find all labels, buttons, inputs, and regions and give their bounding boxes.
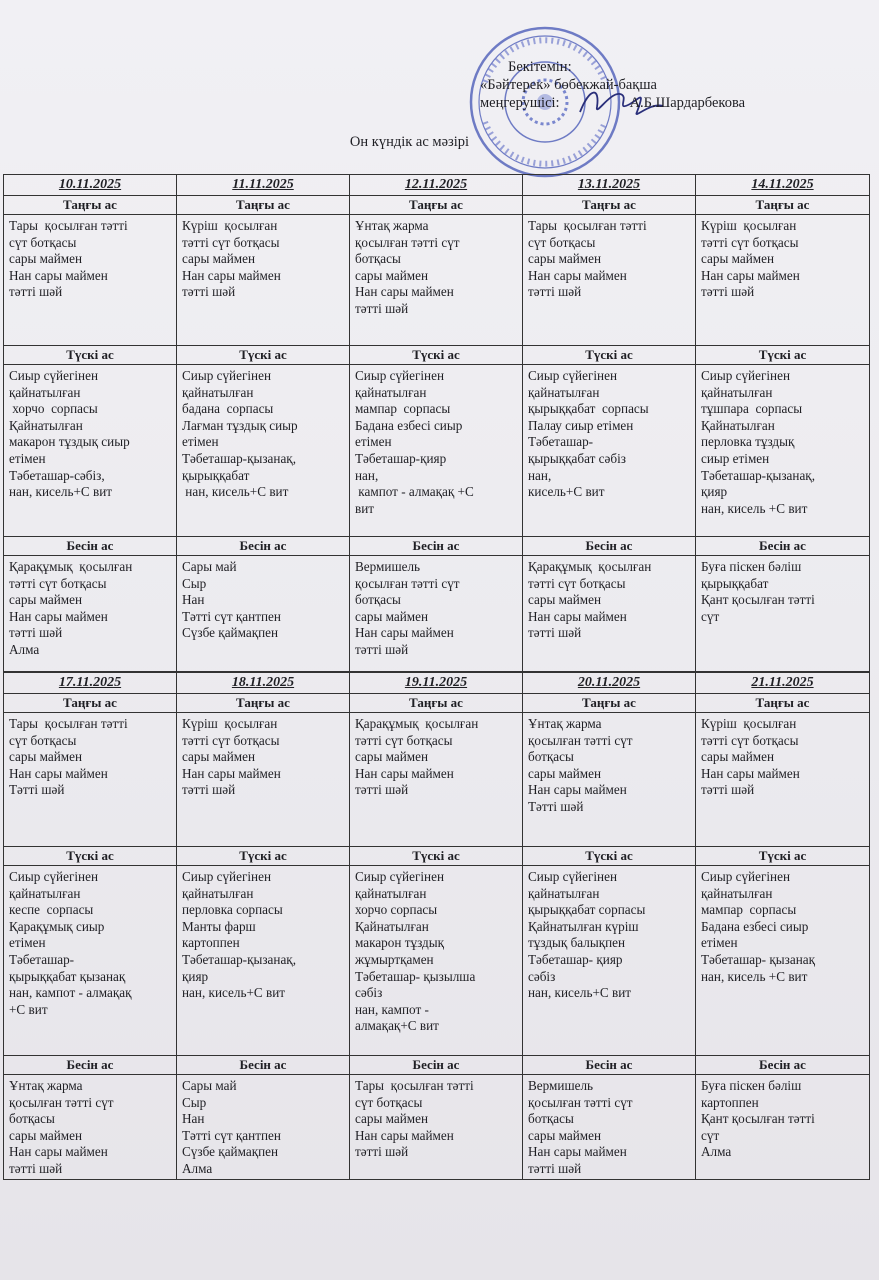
- snack-items: [696, 1075, 869, 1180]
- menu-item: нан, кисель+С вит: [182, 985, 286, 1001]
- menu-item: Нан сары маймен: [355, 625, 454, 641]
- menu-item: Қарақұмық қосылған: [9, 559, 133, 574]
- menu-item: Нан: [182, 1111, 205, 1127]
- menu-item: тәтті сүт ботқасы: [182, 234, 280, 250]
- menu-item: сары маймен: [355, 1111, 429, 1127]
- menu-item: +С вит: [9, 1001, 48, 1017]
- menu-item: Нан сары маймен: [528, 782, 627, 798]
- menu-item: тәтті шәй: [528, 1160, 582, 1176]
- menu-item: нан, кисель+С вит: [182, 484, 289, 500]
- lunch-heading: Түскі ас: [177, 847, 349, 866]
- menu-item: Бадана езбесі сиыр: [701, 918, 809, 934]
- menu-item: тұшпара сорпасы: [701, 401, 803, 417]
- day-column: [523, 175, 696, 672]
- approval-head-row: [480, 94, 745, 112]
- lunch-heading: Түскі ас: [177, 346, 349, 365]
- menu-item: бадана сорпасы: [182, 401, 274, 417]
- menu-item: картоппен: [182, 935, 240, 951]
- lunch-heading: Түскі ас: [350, 346, 522, 365]
- menu-item: сары маймен: [355, 267, 429, 283]
- menu-item: Лағман тұздық сиыр: [182, 417, 298, 433]
- breakfast-heading: Таңғы ас: [177, 694, 349, 713]
- menu-item: Сары май: [182, 1078, 237, 1093]
- menu-item: Нан сары маймен: [528, 1144, 627, 1160]
- menu-item: Нан сары маймен: [355, 765, 454, 781]
- menu-item: Ұнтақ жарма: [528, 716, 602, 731]
- menu-item: етімен: [9, 450, 46, 466]
- breakfast-heading: Таңғы ас: [696, 694, 869, 713]
- snack-items: [523, 1075, 695, 1180]
- menu-item: нан,: [355, 467, 379, 483]
- menu-table: [3, 174, 870, 1180]
- menu-item: Тары қосылған тәтті: [355, 1078, 474, 1093]
- menu-item: қайнатылған: [9, 885, 81, 901]
- menu-item: Қайнатылған: [355, 918, 429, 934]
- menu-item: сары маймен: [528, 1127, 602, 1143]
- menu-item: алмақақ+С вит: [355, 1018, 439, 1034]
- lunch-items: [523, 866, 695, 1056]
- menu-item: сүт ботқасы: [9, 732, 77, 748]
- menu-item: Сүзбе қаймақпен: [182, 1144, 279, 1160]
- menu-item: тәтті сүт ботқасы: [528, 575, 626, 591]
- menu-item: Тары қосылған тәтті: [528, 218, 647, 233]
- menu-item: кампот - алмақақ +С: [355, 484, 474, 500]
- menu-item: тәтті сүт ботқасы: [701, 234, 799, 250]
- menu-item: Күріш қосылған: [701, 716, 797, 731]
- menu-item: қосылған тәтті сүт: [355, 575, 460, 591]
- menu-item: жұмыртқамен: [355, 951, 434, 967]
- menu-item: Күріш қосылған: [182, 218, 278, 233]
- menu-item: макарон тұздық сиыр: [9, 434, 130, 450]
- menu-item: қайнатылған: [355, 384, 427, 400]
- menu-item: перловка тұздық: [701, 434, 795, 450]
- menu-item: Тәбеташар-қияр: [355, 450, 447, 466]
- day-column: [696, 175, 869, 672]
- snack-heading: Бесін ас: [523, 537, 695, 556]
- menu-item: хорчо сорпасы: [355, 902, 438, 918]
- breakfast-heading: Таңғы ас: [177, 196, 349, 215]
- menu-item: қырыққабат қызанақ: [9, 968, 126, 984]
- day-column: [4, 673, 177, 1180]
- menu-item: Күріш қосылған: [182, 716, 278, 731]
- menu-item: Манты фарш: [182, 918, 256, 934]
- lunch-items: [696, 866, 869, 1056]
- menu-item: кисель+С вит: [528, 484, 605, 500]
- menu-item: Тәбеташар- қызылша: [355, 968, 476, 984]
- menu-item: тәтті шәй: [701, 782, 755, 798]
- lunch-heading: Түскі ас: [696, 847, 869, 866]
- week-block: [3, 672, 870, 1180]
- snack-items: [350, 556, 522, 672]
- menu-item: Нан сары маймен: [9, 765, 108, 781]
- menu-item: қосылған тәтті сүт: [528, 732, 633, 748]
- menu-item: сары маймен: [182, 749, 256, 765]
- menu-item: Тәбеташар-қызанақ,: [182, 450, 297, 466]
- lunch-items: [177, 365, 349, 537]
- breakfast-heading: Таңғы ас: [350, 196, 522, 215]
- snack-heading: Бесін ас: [177, 1056, 349, 1075]
- menu-item: Күріш қосылған: [701, 218, 797, 233]
- menu-item: Тәбеташар-қызанақ,: [701, 467, 816, 483]
- menu-item: қайнатылған: [355, 885, 427, 901]
- snack-heading: Бесін ас: [696, 1056, 869, 1075]
- menu-item: ботқасы: [355, 251, 401, 267]
- menu-item: қайнатылған: [528, 384, 600, 400]
- snack-heading: Бесін ас: [523, 1056, 695, 1075]
- snack-heading: Бесін ас: [4, 1056, 176, 1075]
- menu-item: тәтті сүт ботқасы: [182, 732, 280, 748]
- menu-item: Нан сары маймен: [182, 267, 281, 283]
- day-column: [177, 673, 350, 1180]
- menu-item: сүт ботқасы: [9, 234, 77, 250]
- menu-item: Тәбеташар- қызанақ: [701, 951, 816, 967]
- snack-items: [177, 1075, 349, 1180]
- menu-item: тәтті шәй: [9, 284, 63, 300]
- menu-item: тәтті шәй: [182, 782, 236, 798]
- menu-item: Сиыр сүйегінен: [528, 368, 618, 383]
- document-title: [0, 134, 879, 151]
- menu-item: сары маймен: [9, 1127, 83, 1143]
- menu-item: сары маймен: [701, 251, 775, 267]
- breakfast-items: [696, 215, 869, 346]
- menu-item: Алма: [9, 641, 40, 657]
- menu-item: перловка сорпасы: [182, 902, 283, 918]
- breakfast-items: [523, 215, 695, 346]
- lunch-items: [4, 365, 176, 537]
- menu-item: сары маймен: [9, 749, 83, 765]
- menu-item: қосылған тәтті сүт: [355, 234, 460, 250]
- breakfast-heading: Таңғы ас: [4, 196, 176, 215]
- menu-item: қайнатылған: [528, 885, 600, 901]
- menu-item: тәтті шәй: [182, 284, 236, 300]
- menu-item: қырыққабат сорпасы: [528, 902, 646, 918]
- menu-item: қияр: [182, 968, 209, 984]
- menu-item: тәтті шәй: [355, 641, 409, 657]
- menu-item: Нан сары маймен: [528, 608, 627, 624]
- menu-item: Тәбеташар- қияр: [528, 951, 623, 967]
- day-date: 12.11.2025: [350, 175, 522, 196]
- day-date: 17.11.2025: [4, 673, 176, 694]
- menu-item: Қарақұмық сиыр: [9, 918, 105, 934]
- lunch-items: [350, 866, 522, 1056]
- menu-item: сары маймен: [528, 592, 602, 608]
- breakfast-heading: Таңғы ас: [523, 694, 695, 713]
- menu-item: Сиыр сүйегінен: [528, 869, 618, 884]
- menu-item: сүт: [701, 608, 720, 624]
- menu-item: ботқасы: [528, 749, 574, 765]
- snack-heading: Бесін ас: [177, 537, 349, 556]
- approval-block: [480, 58, 745, 112]
- menu-item: Сиыр сүйегінен: [701, 869, 791, 884]
- menu-item: қырыққабат сорпасы: [528, 401, 649, 417]
- menu-item: тәтті сүт ботқасы: [9, 575, 107, 591]
- menu-item: нан, кисель +С вит: [701, 500, 808, 516]
- breakfast-items: [350, 713, 522, 847]
- lunch-heading: Түскі ас: [4, 847, 176, 866]
- snack-items: [696, 556, 869, 672]
- day-date: 10.11.2025: [4, 175, 176, 196]
- lunch-heading: Түскі ас: [350, 847, 522, 866]
- menu-item: Сыр: [182, 1094, 207, 1110]
- menu-item: Буға піскен бәліш: [701, 1078, 802, 1093]
- menu-item: Тәтті шәй: [528, 798, 584, 814]
- snack-items: [4, 1075, 176, 1180]
- menu-item: кеспе сорпасы: [9, 902, 94, 918]
- lunch-items: [4, 866, 176, 1056]
- menu-item: Тәбеташар-: [528, 434, 594, 450]
- menu-item: Сиыр сүйегінен: [355, 869, 445, 884]
- menu-item: Қант қосылған тәтті: [701, 592, 815, 608]
- menu-item: нан, кисель +С вит: [701, 968, 808, 984]
- lunch-heading: Түскі ас: [523, 847, 695, 866]
- menu-item: Нан сары маймен: [701, 267, 800, 283]
- snack-items: [523, 556, 695, 672]
- menu-item: қайнатылған: [182, 384, 254, 400]
- menu-item: вит: [355, 500, 375, 516]
- menu-item: сәбіз: [528, 968, 556, 984]
- menu-item: нан, кисель+С вит: [9, 484, 113, 500]
- menu-item: Ұнтақ жарма: [355, 218, 429, 233]
- menu-item: макарон тұздық: [355, 935, 445, 951]
- day-column: [350, 673, 523, 1180]
- approval-head-label: меңгерушісі:: [480, 95, 560, 111]
- menu-item: тәтті шәй: [355, 782, 409, 798]
- breakfast-items: [523, 713, 695, 847]
- menu-item: етімен: [9, 935, 46, 951]
- menu-item: сәбіз: [355, 985, 383, 1001]
- menu-item: сары маймен: [9, 592, 83, 608]
- menu-item: тәтті шәй: [528, 625, 582, 641]
- day-column: [523, 673, 696, 1180]
- lunch-heading: Түскі ас: [523, 346, 695, 365]
- menu-item: қияр: [701, 484, 728, 500]
- breakfast-items: [4, 713, 176, 847]
- menu-item: Вермишель: [528, 1078, 594, 1093]
- menu-item: Қарақұмық қосылған: [528, 559, 652, 574]
- menu-item: Нан сары маймен: [701, 765, 800, 781]
- menu-item: қайнатылған: [182, 885, 254, 901]
- menu-item: қайнатылған: [701, 885, 773, 901]
- menu-item: Сыр: [182, 575, 207, 591]
- menu-item: Палау сиыр етімен: [528, 417, 634, 433]
- menu-item: Қайнатылған: [9, 417, 83, 433]
- menu-item: тәтті шәй: [9, 1160, 63, 1176]
- menu-item: ботқасы: [355, 592, 401, 608]
- snack-items: [350, 1075, 522, 1180]
- menu-item: тұздық балықпен: [528, 935, 626, 951]
- snack-items: [177, 556, 349, 672]
- breakfast-items: [696, 713, 869, 847]
- menu-item: сүт ботқасы: [355, 1094, 423, 1110]
- menu-item: етімен: [701, 935, 738, 951]
- menu-item: хорчо сорпасы: [9, 401, 98, 417]
- lunch-heading: Түскі ас: [4, 346, 176, 365]
- menu-item: Сүзбе қаймақпен: [182, 625, 279, 641]
- breakfast-items: [177, 713, 349, 847]
- menu-item: мампар сорпасы: [701, 902, 797, 918]
- breakfast-heading: Таңғы ас: [350, 694, 522, 713]
- menu-item: Сиыр сүйегінен: [182, 368, 272, 383]
- menu-item: Нан сары маймен: [528, 267, 627, 283]
- menu-item: ботқасы: [9, 1111, 55, 1127]
- approval-title: Бекітемін:: [508, 59, 572, 75]
- menu-item: тәтті сүт ботқасы: [355, 732, 453, 748]
- snack-heading: Бесін ас: [350, 1056, 522, 1075]
- snack-heading: Бесін ас: [350, 537, 522, 556]
- menu-item: Сиыр сүйегінен: [9, 869, 99, 884]
- breakfast-items: [177, 215, 349, 346]
- menu-item: Қарақұмық қосылған: [355, 716, 479, 731]
- menu-item: Қайнатылған: [701, 417, 775, 433]
- menu-item: Сиыр сүйегінен: [701, 368, 791, 383]
- breakfast-heading: Таңғы ас: [4, 694, 176, 713]
- menu-item: қырыққабат: [701, 575, 769, 591]
- breakfast-heading: Таңғы ас: [696, 196, 869, 215]
- menu-item: тәтті шәй: [355, 300, 409, 316]
- menu-item: қырыққабат сәбіз: [528, 450, 626, 466]
- menu-item: Нан сары маймен: [9, 267, 108, 283]
- snack-items: [4, 556, 176, 672]
- menu-item: сары маймен: [355, 608, 429, 624]
- menu-item: сары маймен: [9, 251, 83, 267]
- menu-item: сары маймен: [355, 749, 429, 765]
- menu-item: Нан: [182, 592, 205, 608]
- menu-item: Қайнатылған күріш: [528, 918, 639, 934]
- menu-item: Тары қосылған тәтті: [9, 218, 128, 233]
- menu-item: Нан сары маймен: [9, 1144, 108, 1160]
- menu-item: Алма: [182, 1160, 213, 1176]
- menu-item: қосылған тәтті сүт: [9, 1094, 114, 1110]
- lunch-items: [523, 365, 695, 537]
- day-column: [696, 673, 869, 1180]
- lunch-items: [350, 365, 522, 537]
- menu-item: Тәтті сүт қантпен: [182, 1127, 281, 1143]
- day-date: 14.11.2025: [696, 175, 869, 196]
- menu-item: Тары қосылған тәтті: [9, 716, 128, 731]
- menu-item: сары маймен: [528, 765, 602, 781]
- menu-item: Тәбеташар-сәбіз,: [9, 467, 105, 483]
- menu-item: қайнатылған: [701, 384, 773, 400]
- menu-item: Қант қосылған тәтті: [701, 1111, 815, 1127]
- lunch-items: [177, 866, 349, 1056]
- menu-item: ботқасы: [528, 1111, 574, 1127]
- approval-org: «Бәйтерек» бөбекжай-бақша: [480, 77, 657, 93]
- menu-item: сүт ботқасы: [528, 234, 596, 250]
- menu-item: Вермишель: [355, 559, 421, 574]
- menu-item: Ұнтақ жарма: [9, 1078, 83, 1093]
- menu-item: картоппен: [701, 1094, 759, 1110]
- menu-item: сүт: [701, 1127, 720, 1143]
- menu-item: нан, кампот -: [355, 1001, 429, 1017]
- menu-item: Нан сары маймен: [9, 608, 108, 624]
- snack-heading: Бесін ас: [696, 537, 869, 556]
- menu-item: мампар сорпасы: [355, 401, 451, 417]
- menu-item: Сиыр сүйегінен: [355, 368, 445, 383]
- day-column: [4, 175, 177, 672]
- menu-item: Тәбеташар-қызанақ,: [182, 951, 297, 967]
- menu-item: Тәтті шәй: [9, 782, 65, 798]
- menu-item: сиыр етімен: [701, 450, 770, 466]
- menu-item: тәтті шәй: [701, 284, 755, 300]
- menu-item: Сиыр сүйегінен: [9, 368, 99, 383]
- menu-item: қырыққабат: [182, 467, 250, 483]
- menu-item: Нан сары маймен: [355, 1127, 454, 1143]
- menu-item: нан, кисель+С вит: [528, 985, 632, 1001]
- snack-heading: Бесін ас: [4, 537, 176, 556]
- menu-item: нан,: [528, 467, 552, 483]
- day-date: 20.11.2025: [523, 673, 695, 694]
- menu-item: Тәтті сүт қантпен: [182, 608, 281, 624]
- menu-item: Сиыр сүйегінен: [182, 869, 272, 884]
- menu-item: сары маймен: [701, 749, 775, 765]
- document-title-text: Он күндік ас мәзірі: [349, 134, 470, 150]
- menu-item: Тәбеташар-: [9, 951, 75, 967]
- menu-item: Буға піскен бәліш: [701, 559, 802, 574]
- day-date: 21.11.2025: [696, 673, 869, 694]
- menu-item: етімен: [182, 434, 219, 450]
- day-column: [350, 175, 523, 672]
- menu-item: қосылған тәтті сүт: [528, 1094, 633, 1110]
- day-date: 13.11.2025: [523, 175, 695, 196]
- day-column: [177, 175, 350, 672]
- day-date: 11.11.2025: [177, 175, 349, 196]
- menu-item: қайнатылған: [9, 384, 81, 400]
- menu-item: етімен: [355, 434, 392, 450]
- menu-item: сары маймен: [182, 251, 256, 267]
- menu-item: тәтті шәй: [355, 1144, 409, 1160]
- menu-item: тәтті шәй: [9, 625, 63, 641]
- week-block: [3, 174, 870, 672]
- menu-item: сары маймен: [528, 251, 602, 267]
- approval-head-name: А.Б.Шардарбекова: [629, 95, 746, 111]
- menu-item: Нан сары маймен: [182, 765, 281, 781]
- breakfast-items: [4, 215, 176, 346]
- menu-item: Сары май: [182, 559, 237, 574]
- menu-item: Бадана езбесі сиыр: [355, 417, 463, 433]
- menu-item: Нан сары маймен: [355, 284, 454, 300]
- menu-item: тәтті сүт ботқасы: [701, 732, 799, 748]
- breakfast-items: [350, 215, 522, 346]
- lunch-items: [696, 365, 869, 537]
- day-date: 18.11.2025: [177, 673, 349, 694]
- menu-item: нан, кампот - алмақақ: [9, 985, 132, 1001]
- day-date: 19.11.2025: [350, 673, 522, 694]
- menu-item: Алма: [701, 1144, 732, 1160]
- breakfast-heading: Таңғы ас: [523, 196, 695, 215]
- menu-item: тәтті шәй: [528, 284, 582, 300]
- lunch-heading: Түскі ас: [696, 346, 869, 365]
